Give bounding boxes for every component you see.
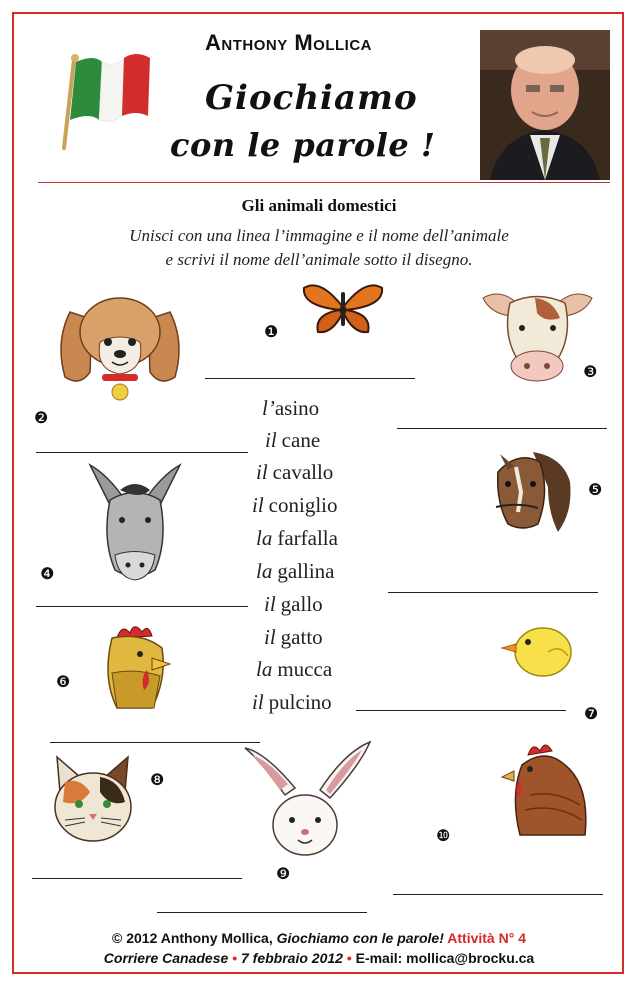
footer-line-1 (0, 930, 638, 946)
word-asino: l’asino (262, 396, 320, 420)
number-2: ❷ (34, 408, 49, 427)
dog-drawing (50, 282, 190, 407)
cat-drawing (45, 752, 140, 847)
word-cane: il cane (265, 428, 321, 452)
answer-blank-4[interactable] (36, 606, 248, 607)
word-gallo: il gallo (264, 592, 323, 616)
header-divider (38, 182, 610, 183)
rabbit-drawing (240, 740, 375, 860)
chick-drawing (498, 612, 578, 682)
donkey-drawing (80, 460, 190, 585)
instruction-line-2: e scrivi il nome dell’animale sotto il disegno. (165, 250, 473, 269)
footer-copyright: © 2012 Anthony Mollica, (112, 930, 273, 946)
number-5: ❺ (588, 480, 603, 499)
footer-date: 7 febbraio 2012 (240, 950, 343, 966)
number-10: ❿ (436, 826, 451, 845)
footer-bullet-2: • (346, 950, 352, 966)
word-gatto: il gatto (264, 625, 323, 649)
word-farfalla: la farfalla (256, 526, 338, 550)
butterfly-drawing (300, 278, 386, 336)
number-6: ❻ (56, 672, 71, 691)
hen-drawing (500, 735, 595, 843)
answer-blank-1[interactable] (205, 378, 415, 379)
answer-blank-10[interactable] (393, 894, 603, 895)
author-name: Anthony Mollica (205, 30, 372, 55)
answer-blank-6[interactable] (50, 742, 260, 743)
horse-drawing (478, 442, 578, 542)
word-gallina: la gallina (256, 559, 335, 583)
answer-blank-9[interactable] (157, 912, 367, 913)
answer-blank-7[interactable] (356, 710, 566, 711)
footer-activity: Attività N° 4 (447, 930, 526, 946)
word-coniglio: il coniglio (252, 493, 338, 517)
number-9: ❾ (276, 864, 291, 883)
word-cavallo: il cavallo (256, 460, 334, 484)
number-3: ❸ (583, 362, 598, 381)
footer-email[interactable]: E-mail: mollica@brocku.ca (355, 950, 535, 966)
title-line-2: con le parole ! (170, 126, 436, 164)
author-photo (480, 30, 610, 180)
footer-line-2 (0, 950, 638, 966)
cow-drawing (475, 278, 600, 386)
italian-flag-icon (52, 40, 162, 150)
answer-blank-3[interactable] (397, 428, 607, 429)
number-1: ❶ (264, 322, 279, 341)
word-mucca: la mucca (256, 657, 333, 681)
answer-blank-2[interactable] (36, 452, 248, 453)
rooster-drawing (92, 618, 182, 713)
footer-bullet-1: • (232, 950, 238, 966)
activity-subtitle: Gli animali domestici (241, 196, 397, 215)
number-4: ❹ (40, 564, 55, 583)
footer-newspaper: Corriere Canadese (103, 950, 229, 966)
number-7: ❼ (584, 704, 599, 723)
footer-book: Giochiamo con le parole! (276, 930, 444, 946)
word-pulcino: il pulcino (252, 690, 332, 714)
instruction-line-1: Unisci con una linea l’immagine e il nome dell’animale (129, 226, 509, 245)
number-8: ❽ (150, 770, 165, 789)
title-line-1: Giochiamo (205, 78, 418, 118)
answer-blank-8[interactable] (32, 878, 242, 879)
answer-blank-5[interactable] (388, 592, 598, 593)
